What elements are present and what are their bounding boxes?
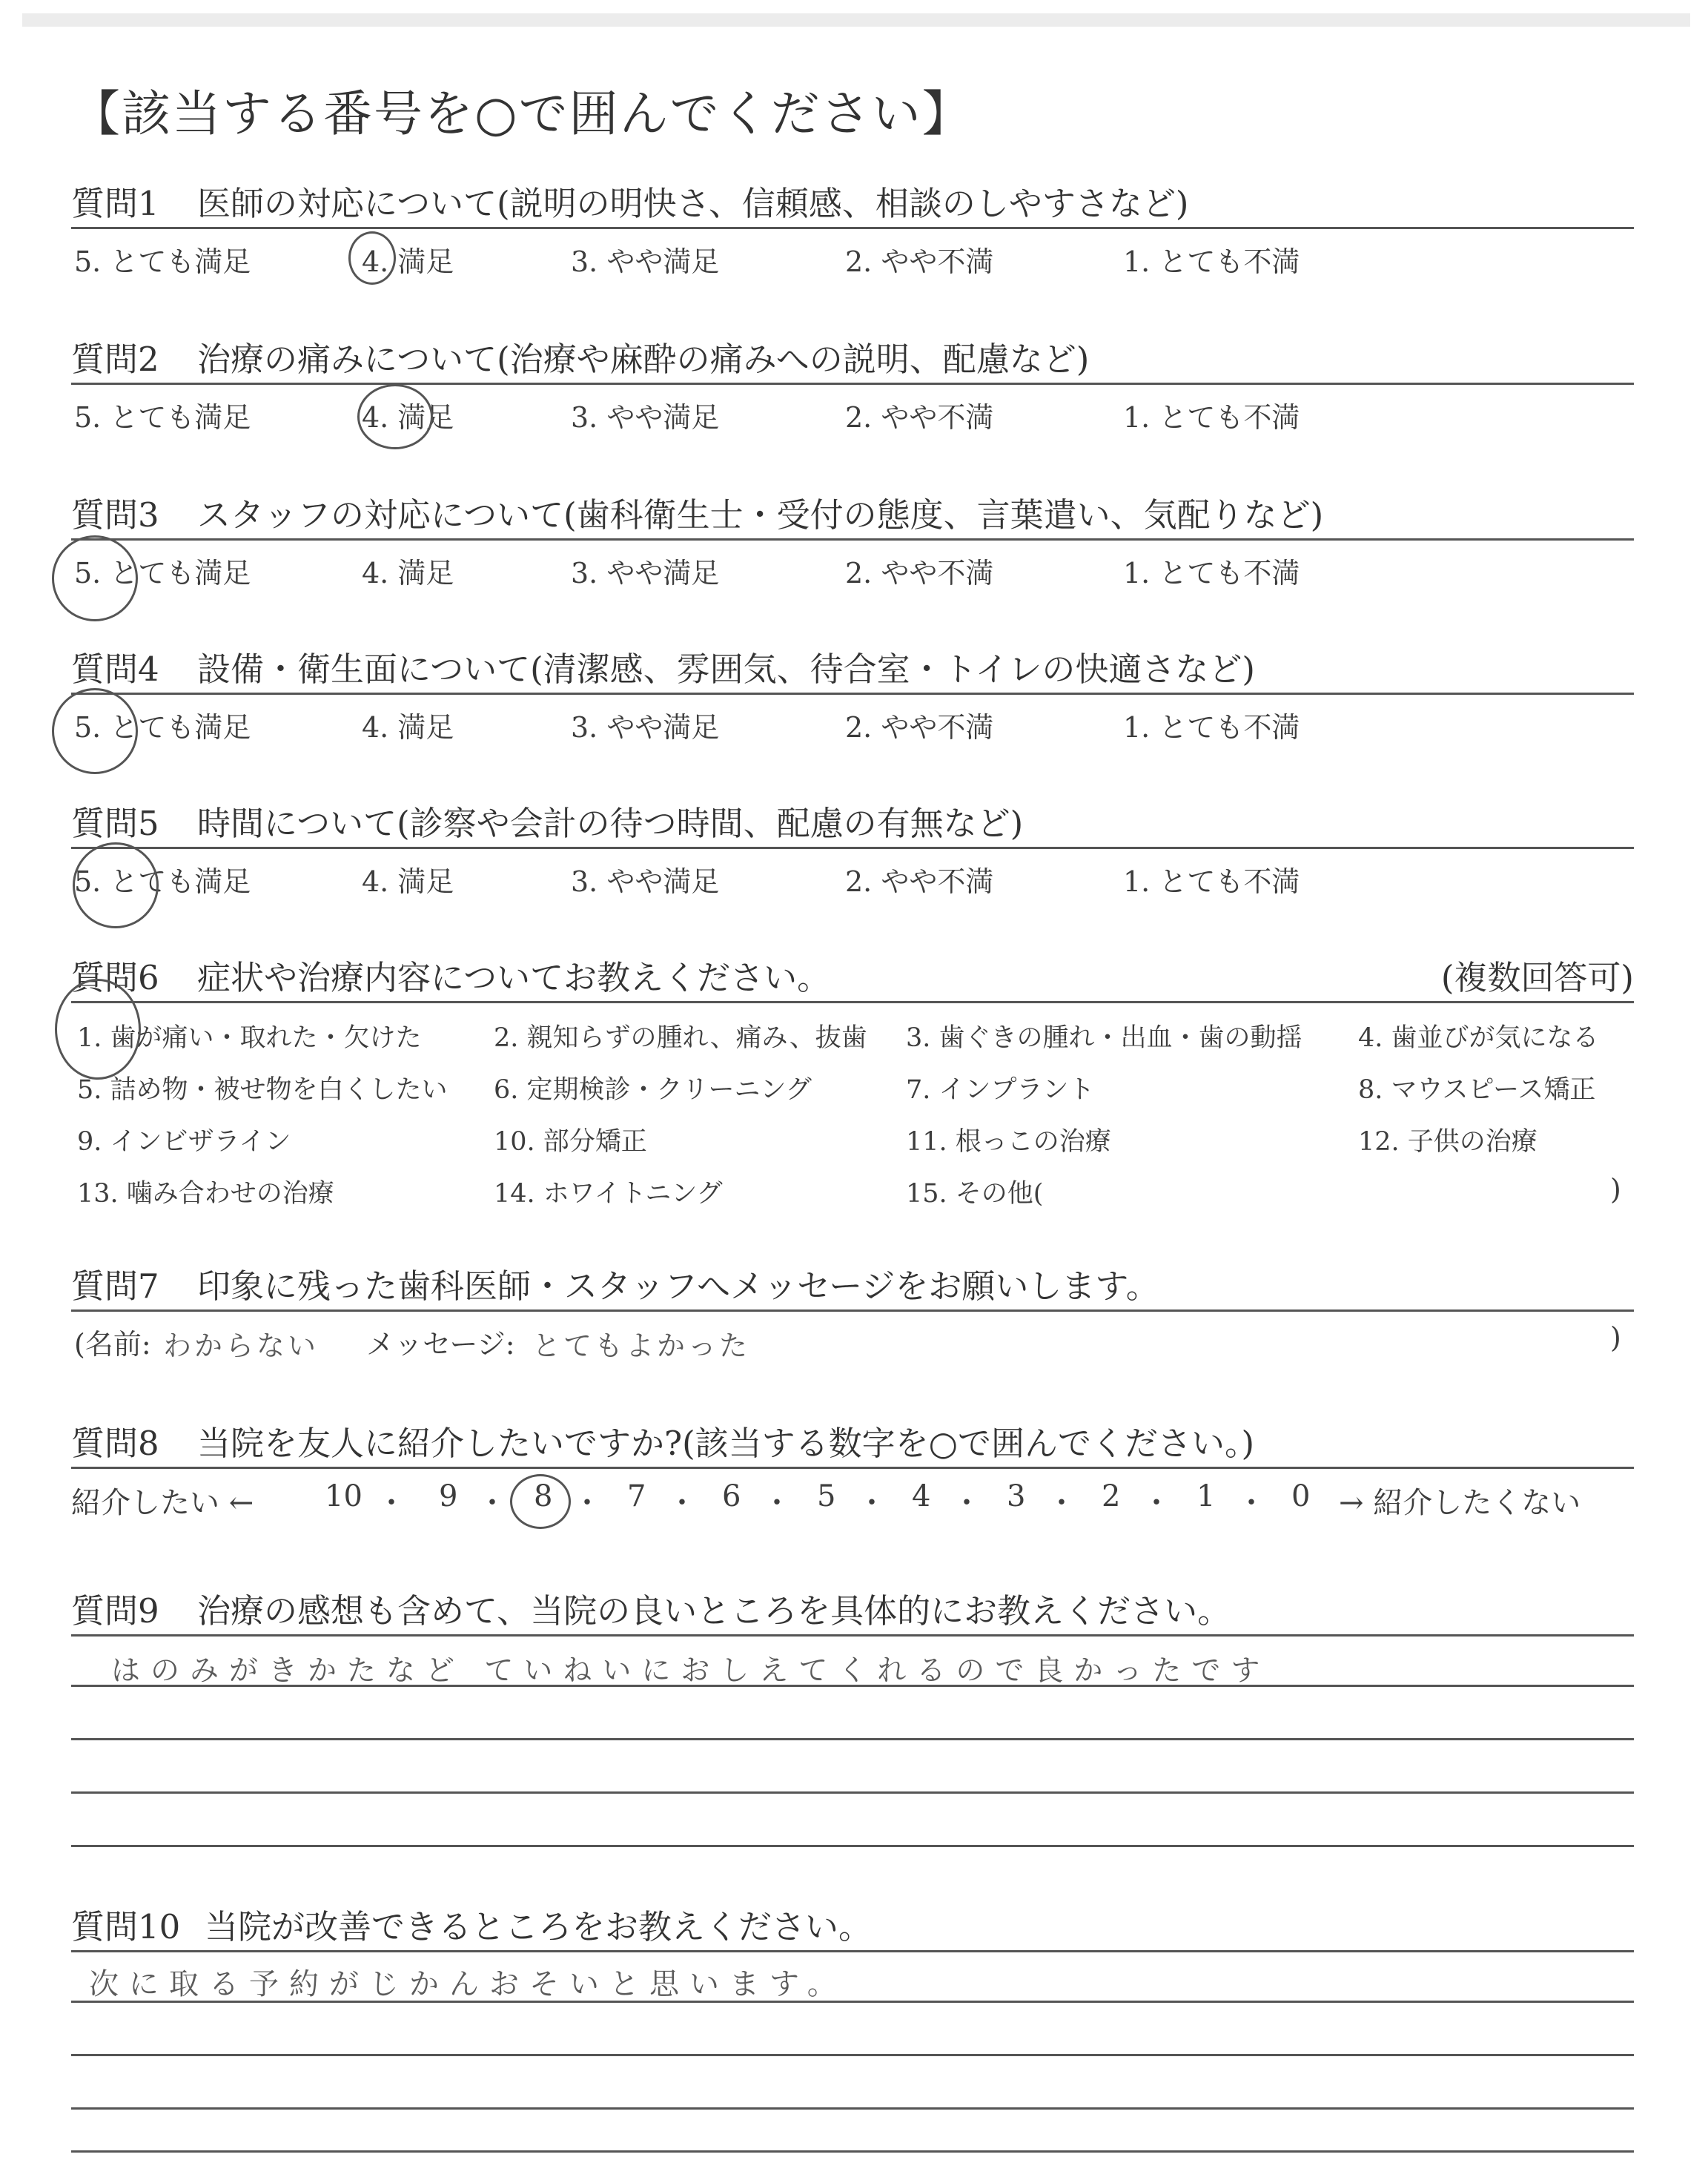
q7-name-answer[interactable]: わからない <box>163 1330 320 1362</box>
q5-rule <box>71 847 1634 849</box>
q1-option-1[interactable]: 1. とても不満 <box>1123 245 1300 278</box>
q4-selection-circle <box>52 688 138 774</box>
q6-selection-circle <box>55 979 141 1080</box>
q3-option-3[interactable]: 3. やや満足 <box>571 557 720 589</box>
q9-answer[interactable]: はのみがきかたなど ていねいにおしえてくれるので良かったです <box>111 1654 1271 1688</box>
q6-item-9[interactable]: 9. インビザライン <box>77 1127 291 1157</box>
q2-title-row <box>71 332 1089 380</box>
q9-answer-line <box>71 1738 1634 1740</box>
q8-dot: ・ <box>377 1486 406 1520</box>
q4-option-5[interactable]: 5. とても満足 <box>74 711 251 744</box>
q10-answer-line <box>71 2054 1634 2056</box>
q10-title: 当院が改善できるところをお教えください。 <box>205 1907 873 1946</box>
q2-option-4[interactable]: 4. 満足 <box>362 401 454 434</box>
q6-item-2[interactable]: 2. 親知らずの腫れ、痛み、抜歯 <box>494 1023 867 1053</box>
q4-option-2[interactable]: 2. やや不満 <box>845 711 994 744</box>
q8-dot: ・ <box>1142 1486 1171 1520</box>
q6-item-15[interactable]: 15. その他( <box>906 1179 1044 1209</box>
q8-dot: ・ <box>1047 1486 1076 1520</box>
q10-answer-line <box>71 2107 1634 2110</box>
q5-option-1[interactable]: 1. とても不満 <box>1123 865 1300 898</box>
q8-score-0[interactable]: 0 <box>1291 1479 1311 1513</box>
q6-other-close-paren: ) <box>1610 1173 1621 1206</box>
q10-answer[interactable]: 次に取る予約がじかんおそいと思います。 <box>89 1967 847 2001</box>
q2-title: 治療の痛みについて(治療や麻酔の痛みへの説明、配慮など) <box>197 340 1090 379</box>
q10-answer-line <box>71 2150 1634 2153</box>
q9-answer-line <box>71 1845 1634 1847</box>
q7-close-paren: ) <box>1610 1321 1621 1354</box>
q7-message-answer[interactable]: とてもよかった <box>532 1330 751 1362</box>
q6-item-5[interactable]: 5. 詰め物・被せ物を白くしたい <box>77 1075 448 1105</box>
q8-score-10[interactable]: 10 <box>325 1479 363 1513</box>
q1-option-2[interactable]: 2. やや不満 <box>845 245 994 278</box>
q2-option-3[interactable]: 3. やや満足 <box>571 401 720 434</box>
q10-rule <box>71 1950 1634 1952</box>
q5-option-3[interactable]: 3. やや満足 <box>571 865 720 898</box>
q10-title-row <box>71 1900 872 1948</box>
q8-rule <box>71 1467 1634 1469</box>
q1-option-4[interactable]: 4. 満足 <box>362 245 454 278</box>
q2-option-1[interactable]: 1. とても不満 <box>1123 401 1300 434</box>
q4-title-row <box>71 642 1255 690</box>
q7-message-label: メッセージ: <box>366 1328 515 1361</box>
q6-item-13[interactable]: 13. 噛み合わせの治療 <box>77 1179 334 1209</box>
q8-dot: ・ <box>857 1486 887 1520</box>
q8-left-label: 紹介したい ← <box>71 1486 254 1520</box>
q5-option-5[interactable]: 5. とても満足 <box>74 865 251 898</box>
q2-rule <box>71 383 1634 385</box>
q8-score-4[interactable]: 4 <box>912 1479 931 1513</box>
q9-title-row <box>71 1584 1231 1632</box>
scan-top-edge <box>22 13 1690 27</box>
q9-answer-line <box>71 1791 1634 1794</box>
q8-right-label: → 紹介したくない <box>1339 1486 1581 1520</box>
q8-score-8[interactable]: 8 <box>534 1479 553 1513</box>
q5-option-2[interactable]: 2. やや不満 <box>845 865 994 898</box>
q8-score-1[interactable]: 1 <box>1196 1479 1216 1513</box>
q1-option-5[interactable]: 5. とても満足 <box>74 245 251 278</box>
q8-dot: ・ <box>477 1486 507 1520</box>
q5-option-4[interactable]: 4. 満足 <box>362 865 454 898</box>
q9-answer-line <box>71 1685 1634 1687</box>
q6-item-14[interactable]: 14. ホワイトニング <box>494 1179 723 1209</box>
q8-score-6[interactable]: 6 <box>722 1479 741 1513</box>
q6-item-11[interactable]: 11. 根っこの治療 <box>906 1127 1111 1157</box>
q3-selection-circle <box>52 535 138 621</box>
q7-rule <box>71 1309 1634 1312</box>
q4-title: 設備・衛生面について(清潔感、雰囲気、待合室・トイレの快適さなど) <box>197 650 1255 689</box>
q5-title-row <box>71 796 1023 845</box>
q2-number: 質問2 <box>71 340 159 379</box>
q6-rule <box>71 1001 1634 1003</box>
q6-item-8[interactable]: 8. マウスピース矯正 <box>1358 1075 1596 1105</box>
q4-number: 質問4 <box>71 650 159 689</box>
q6-item-6[interactable]: 6. 定期検診・クリーニング <box>494 1075 812 1105</box>
q5-number: 質問5 <box>71 804 159 843</box>
q8-score-7[interactable]: 7 <box>627 1479 646 1513</box>
q7-title: 印象に残った歯科医師・スタッフへメッセージをお願いします。 <box>197 1266 1159 1306</box>
q1-selection-circle <box>348 231 396 285</box>
q8-number: 質問8 <box>71 1424 159 1463</box>
q1-title: 医師の対応について(説明の明快さ、信頼感、相談のしやすさなど) <box>197 184 1189 223</box>
q8-dot: ・ <box>1237 1486 1266 1520</box>
q3-option-2[interactable]: 2. やや不満 <box>845 557 994 589</box>
q8-dot: ・ <box>667 1486 697 1520</box>
q3-option-4[interactable]: 4. 満足 <box>362 557 454 589</box>
q8-score-5[interactable]: 5 <box>817 1479 836 1513</box>
q6-title: 症状や治療内容についてお教えください。 <box>197 958 831 997</box>
q9-title: 治療の感想も含めて、当院の良いところを具体的にお教えください。 <box>197 1591 1231 1631</box>
q2-option-2[interactable]: 2. やや不満 <box>845 401 994 434</box>
q3-number: 質問3 <box>71 495 159 535</box>
q4-option-1[interactable]: 1. とても不満 <box>1123 711 1300 744</box>
q6-item-4[interactable]: 4. 歯並びが気になる <box>1358 1023 1599 1053</box>
q1-option-3[interactable]: 3. やや満足 <box>571 245 720 278</box>
q8-title-row <box>71 1416 1254 1464</box>
q6-item-12[interactable]: 12. 子供の治療 <box>1358 1127 1537 1157</box>
q4-option-3[interactable]: 3. やや満足 <box>571 711 720 744</box>
q5-selection-circle <box>73 842 159 928</box>
q4-rule <box>71 693 1634 695</box>
q3-option-5[interactable]: 5. とても満足 <box>74 557 251 589</box>
q1-title-row <box>71 176 1188 225</box>
q6-multiple-note: (複数回答可) <box>1440 958 1634 997</box>
q7-name-label: (名前: <box>74 1328 151 1361</box>
q6-item-1[interactable]: 1. 歯が痛い・取れた・欠けた <box>77 1023 422 1053</box>
page-heading: 【該当する番号を○で囲んでください】 <box>71 85 973 142</box>
q3-option-1[interactable]: 1. とても不満 <box>1123 557 1300 589</box>
q1-rule <box>71 227 1634 229</box>
q3-rule <box>71 538 1634 541</box>
q6-item-3[interactable]: 3. 歯ぐきの腫れ・出血・歯の動揺 <box>906 1023 1302 1053</box>
q2-option-5[interactable]: 5. とても満足 <box>74 401 251 434</box>
q10-answer-line <box>71 2001 1634 2003</box>
q6-item-10[interactable]: 10. 部分矯正 <box>494 1127 647 1157</box>
q2-selection-circle <box>357 384 433 449</box>
q3-title: スタッフの対応について(歯科衛生士・受付の態度、言葉遣い、気配りなど) <box>197 495 1324 535</box>
q7-number: 質問7 <box>71 1266 159 1306</box>
q8-dot: ・ <box>572 1486 602 1520</box>
q8-dot: ・ <box>762 1486 792 1520</box>
q8-score-2[interactable]: 2 <box>1102 1479 1121 1513</box>
q6-item-7[interactable]: 7. インプラント <box>906 1075 1095 1105</box>
q8-score-9[interactable]: 9 <box>439 1479 458 1513</box>
q4-option-4[interactable]: 4. 満足 <box>362 711 454 744</box>
q6-number: 質問6 <box>71 958 159 997</box>
q3-title-row <box>71 488 1323 536</box>
q8-dot: ・ <box>952 1486 982 1520</box>
q9-number: 質問9 <box>71 1591 159 1631</box>
q1-number: 質問1 <box>71 184 159 223</box>
q8-title: 当院を友人に紹介したいですか?(該当する数字を○で囲んでください。) <box>197 1424 1255 1463</box>
q10-number: 質問10 <box>71 1907 181 1946</box>
q6-title-row <box>71 951 830 999</box>
q5-title: 時間について(診察や会計の待つ時間、配慮の有無など) <box>197 804 1024 843</box>
q7-title-row <box>71 1259 1159 1307</box>
q8-score-3[interactable]: 3 <box>1007 1479 1026 1513</box>
q8-selection-circle <box>510 1474 571 1529</box>
q9-rule <box>71 1634 1634 1636</box>
